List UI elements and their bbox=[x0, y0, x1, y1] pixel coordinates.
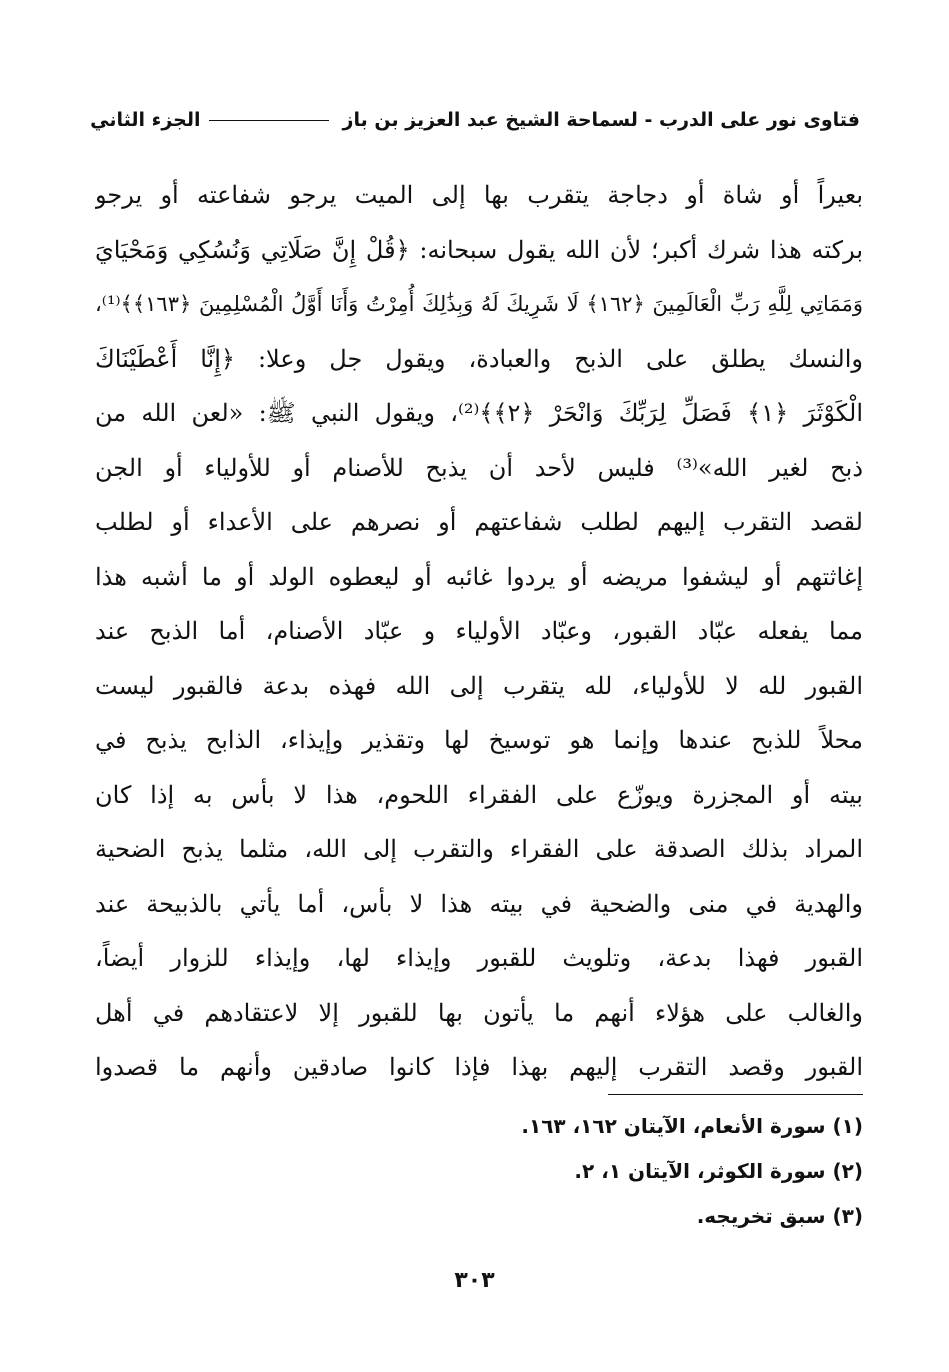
text-line: والغالب على هؤلاء أنهم ما يأتون بها للقبور إلا لاعتقادهم في أهل bbox=[95, 998, 863, 1027]
footnote-3: (٣) سبق تخريجه. bbox=[696, 1204, 863, 1228]
text-line: لقصد التقرب إليهم لطلب شفاعتهم أو نصرهم على الأعداء أو لطلب bbox=[95, 508, 863, 536]
running-header bbox=[90, 100, 860, 140]
text-line: القبور فهذا بدعة، وتلويث للقبور وإيذاء لها، وإيذاء للزوار أيضاً، bbox=[95, 944, 863, 972]
text-line: القبور وقصد التقرب إليهم بهذا فإذا كانوا صادقين وأنهم ما قصدوا bbox=[95, 1053, 863, 1081]
footnotes bbox=[103, 1104, 863, 1239]
footnote-divider bbox=[608, 1094, 863, 1095]
footnote-2: (٢) سورة الكوثر، الآيتان ١، ٢. bbox=[574, 1159, 863, 1183]
page-number: ٣٠٣ bbox=[454, 1268, 495, 1293]
text-line: إغاثتهم أو ليشفوا مريضه أو يردوا غائبه أو ليعطوه الولد أو ما أشبه هذا bbox=[95, 562, 863, 591]
text-line: والنسك يطلق على الذبح والعبادة، ويقول جل وعلا: ﴿إِنَّا أَعْطَيْنَاكَ bbox=[95, 344, 863, 373]
book-title-group bbox=[201, 109, 860, 131]
text-line: والهدية في منى والضحية في بيته هذا لا بأس، أما يأتي بالذبيحة عند bbox=[95, 889, 863, 918]
text-line: ذبح لغير الله»⁽³⁾ فليس لأحد أن يذبح للأصنام أو للأولياء أو الجن bbox=[95, 453, 863, 482]
text-line: الْكَوْثَرَ ﴿١﴾ فَصَلِّ لِرَبِّكَ وَانْحَرْ ﴿٢﴾﴾⁽²⁾، ويقول النبي ﷺ: «لعن الله من bbox=[95, 399, 863, 427]
book-title: فتاوى نور على الدرب - لسماحة الشيخ عبد العزيز بن باز bbox=[342, 109, 860, 131]
text-line: بيته أو المجزرة ويوزّع على الفقراء اللحوم، هذا لا بأس به إذا كان bbox=[95, 780, 863, 809]
footnote-1: (١) سورة الأنعام، الآيتان ١٦٢، ١٦٣. bbox=[521, 1114, 863, 1138]
text-line: محلاً للذبح عندها وإنما هو توسيخ لها وتقذير وإيذاء، الذابح يذبح في bbox=[95, 726, 863, 754]
text-line: بركته هذا شرك أكبر؛ لأن الله يقول سبحانه: ﴿قُلْ إِنَّ صَلَاتِي وَنُسُكِي وَمَحْيَايَ bbox=[95, 235, 863, 264]
text-line: وَمَمَاتِي لِلَّهِ رَبِّ الْعَالَمِينَ ﴿١٦٢﴾ لَا شَرِيكَ لَهُ وَبِذَٰلِكَ أُمِرْتُ وَأَنَا أَوَّلُ الْمُسْلِمِينَ ﴿١٦٣﴾﴾⁽¹⁾، bbox=[95, 292, 863, 316]
text-line: بعيراً أو شاة أو دجاجة يتقرب بها إلى الميت يرجو شفاعته أو يرجو bbox=[95, 181, 863, 209]
text-line: المراد بذلك الصدقة على الفقراء والتقرب إلى الله، مثلما يذبح الضحية bbox=[95, 835, 863, 863]
main-text bbox=[95, 168, 863, 1095]
volume-label: الجزء الثاني bbox=[90, 109, 201, 131]
text-line: القبور لله لا للأولياء، لله يتقرب إلى الله فهذه بدعة فالقبور ليست bbox=[95, 671, 863, 700]
header-rule bbox=[209, 120, 329, 121]
text-line: مما يفعله عبّاد القبور، وعبّاد الأولياء و عبّاد الأصنام، أما الذبح عند bbox=[95, 617, 863, 645]
